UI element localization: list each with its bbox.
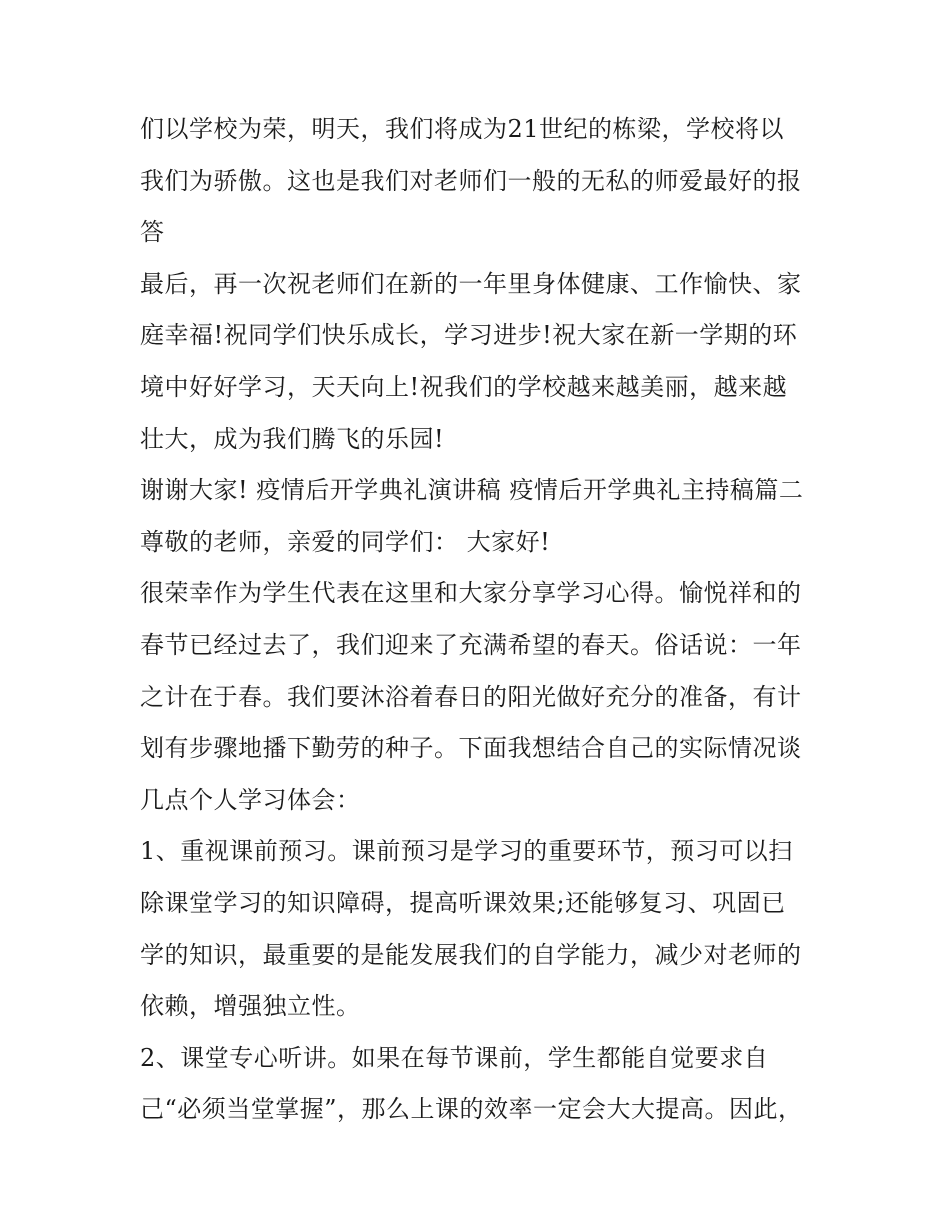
text-line: 依赖，增强独立性。	[140, 992, 361, 1021]
text-line: 答	[140, 218, 165, 247]
text-line: 己“必须当堂掌握”，那么上课的效率一定会大大提高。因此，	[140, 1095, 803, 1124]
text-line: 1、重视课前预习。课前预习是学习的重要环节，预习可以扫	[140, 837, 793, 866]
text-line: 壮大，成为我们腾飞的乐园!	[140, 424, 445, 453]
text-line: 几点个人学习体会：	[140, 785, 361, 814]
text-line: 最后，再一次祝老师们在新的一年里身体健康、工作愉快、家	[140, 269, 802, 298]
text-line: 春节已经过去了，我们迎来了充满希望的春天。俗话说：一年	[140, 630, 802, 659]
text-line: 除课堂学习的知识障碍，提高听课效果;还能够复习、巩固已	[140, 888, 786, 917]
text-line: 境中好好学习，天天向上!祝我们的学校越来越美丽，越来越	[140, 372, 788, 401]
text-line: 学的知识，最重要的是能发展我们的自学能力，减少对老师的	[140, 940, 802, 969]
text-line: 们以学校为荣，明天，我们将成为21世纪的栋梁，学校将以	[140, 115, 785, 143]
text-line: 很荣幸作为学生代表在这里和大家分享学习心得。愉悦祥和的	[140, 579, 802, 608]
text-line: 庭幸福!祝同学们快乐成长，学习进步!祝大家在新一学期的环	[140, 321, 798, 350]
text-line: 划有步骤地播下勤劳的种子。下面我想结合自己的实际情况谈	[140, 734, 802, 763]
text-line: 尊敬的老师，亲爱的同学们： 大家好!	[140, 527, 551, 556]
text-line: 谢谢大家! 疫情后开学典礼演讲稿 疫情后开学典礼主持稿篇二	[140, 476, 804, 505]
text-line: 我们为骄傲。这也是我们对老师们一般的无私的师爱最好的报	[140, 166, 802, 195]
body-text	[140, 104, 830, 1136]
text-line: 之计在于春。我们要沐浴着春日的阳光做好充分的准备，有计	[140, 682, 802, 711]
text-line: 2、课堂专心听讲。如果在每节课前，学生都能自觉要求自	[140, 1043, 769, 1072]
